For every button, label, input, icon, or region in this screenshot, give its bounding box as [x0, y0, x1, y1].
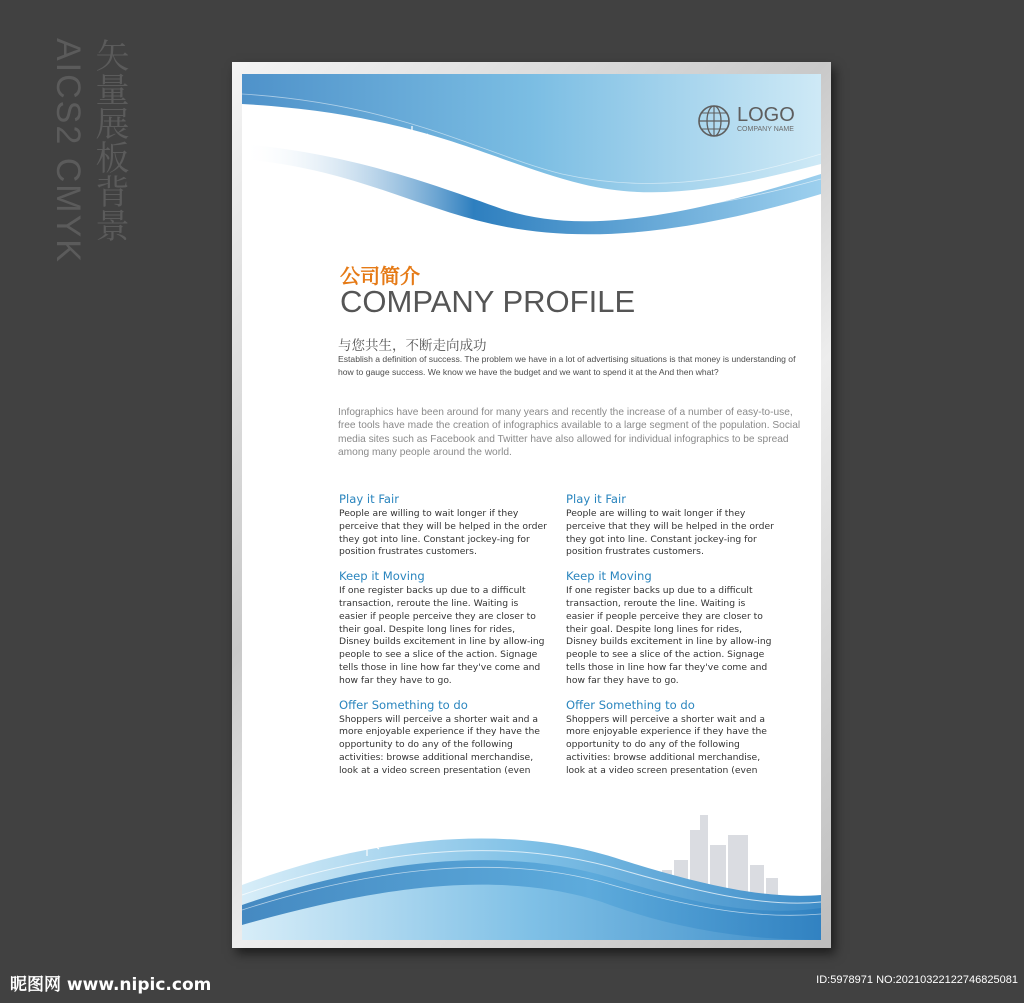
- section-body: Shoppers will perceive a shorter wait and a more enjoyable experience if they have the opportunity to do any of the following activities: browse additional merchandise, look at a video screen presentation (even: [339, 713, 540, 776]
- side-label: [48, 38, 138, 278]
- section: [339, 492, 549, 559]
- watermark: 昵图网 www.nipic.com: [10, 975, 212, 995]
- section-body: People are willing to wait longer if they perceive that they will be helped in the order they got into line. Constant jockey-ing for position frustrates customers.: [566, 508, 774, 558]
- intro-text: Establish a definition of success. The problem we have in a lot of advertising situations is that money is understanding of how to gauge success. We know we have the budget and we want to spend it at the And then what?: [338, 354, 796, 377]
- section: [339, 569, 549, 687]
- section-heading: Play it Fair: [339, 492, 400, 506]
- side-label-en: AICS2 CMYK: [49, 38, 87, 264]
- left-column: [339, 492, 549, 788]
- section-heading: Keep it Moving: [566, 569, 652, 584]
- section: [566, 698, 776, 778]
- title-en: COMPANY PROFILE: [340, 284, 636, 319]
- section-body: People are willing to wait longer if they perceive that they will be helped in the order they got into line. Constant jockey-ing for position frustrates customers.: [339, 508, 547, 558]
- section-heading: Play it Fair: [566, 492, 627, 506]
- section: [566, 569, 776, 687]
- section: [566, 492, 776, 559]
- section-heading: Offer Something to do: [339, 697, 468, 712]
- section-heading: Keep it Moving: [339, 569, 425, 584]
- title-cn: 公司简介: [340, 264, 420, 288]
- logo: [697, 104, 817, 144]
- side-label-cn: 矢量展板背景: [89, 38, 129, 242]
- poster: [242, 74, 821, 940]
- body-paragraph: Infographics have been around for many years and recently the increase of a number of easy-to-use, free tools have made the creation of infographics available to a large segment of the population. Social media sites such as Facebook and Twitter have also allowed for individual infographics to be spread among many people around the world.: [338, 407, 801, 458]
- top-wave-decoration: [242, 74, 821, 244]
- globe-icon: [697, 104, 731, 138]
- slogan: 与您共生，不断走向成功: [338, 338, 487, 354]
- section-body: If one register backs up due to a difficult transaction, reroute the line. Waiting is easier if people perceive they are closer to their goal. Despite long lines for rides, Disney builds excitement in line by allow-ing people to see a slice of the action. Signage tells those in line how far they've come and how far they have to go.: [566, 585, 772, 686]
- id-text: ID:5978971 NO:20210322122746825081: [816, 974, 1018, 986]
- right-column: [566, 492, 776, 788]
- section-body: Shoppers will perceive a shorter wait and a more enjoyable experience if they have the opportunity to do any of the following activities: browse additional merchandise, look at a video screen presentation (even: [566, 713, 767, 776]
- bottom-wave-decoration: [242, 790, 821, 940]
- section: [339, 698, 549, 778]
- logo-subtext: COMPANY NAME: [737, 126, 794, 133]
- poster-frame: [232, 62, 831, 948]
- logo-text: LOGO: [737, 104, 795, 126]
- section-heading: Offer Something to do: [566, 697, 695, 712]
- section-body: If one register backs up due to a difficult transaction, reroute the line. Waiting is easier if people perceive they are closer to their goal. Despite long lines for rides, Disney builds excitement in line by allow-ing people to see a slice of the action. Signage tells those in line how far they've come and how far they have to go.: [339, 585, 545, 686]
